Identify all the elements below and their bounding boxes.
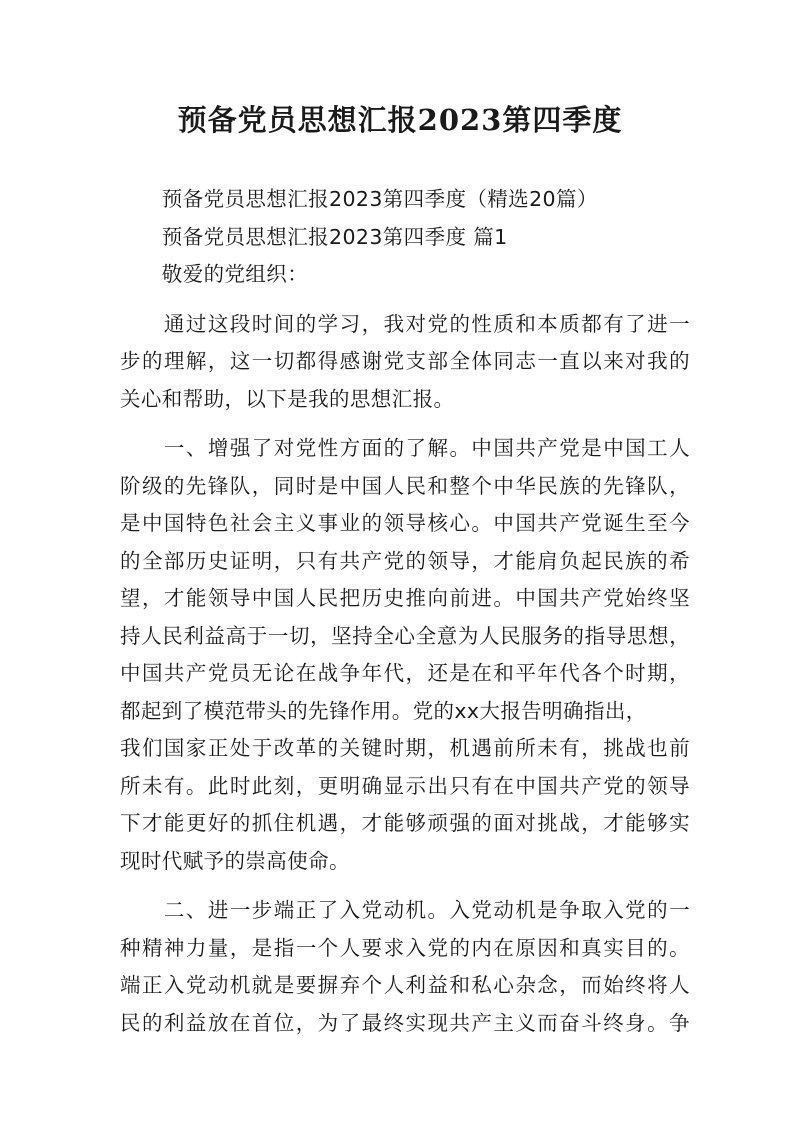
body-line: 关心和帮助，以下是我的思想汇报。 bbox=[120, 386, 455, 411]
body-line: 望，才能领导中国人民把历史推向前进。中国共产党始终坚 bbox=[120, 586, 690, 610]
document-body bbox=[120, 181, 690, 1042]
body-line: 预备党员思想汇报2023第四季度（精选20篇） bbox=[120, 187, 598, 211]
body-line: 敬爱的党组织： bbox=[120, 262, 309, 286]
body-line: 通过这段时间的学习，我对党的性质和本质都有了进一 bbox=[120, 311, 690, 336]
body-line: 是中国特色社会主义事业的领导核心。中国共产党诞生至今 bbox=[120, 511, 690, 535]
body-line: 种精神力量，是指一个人要求入党的内在原因和真实目的。 bbox=[120, 935, 690, 960]
body-line: 持人民利益高于一切，坚持全心全意为人民服务的指导思想， bbox=[120, 623, 690, 648]
body-line: 都起到了模范带头的先锋作用。党的xx大报告明确指出， bbox=[120, 698, 647, 723]
body-line: 阶级的先锋队，同时是中国人民和整个中华民族的先锋队， bbox=[120, 473, 690, 498]
body-line: 预备党员思想汇报2023第四季度 篇1 bbox=[120, 224, 508, 249]
body-line: 下才能更好的抓住机遇，才能够顽强的面对挑战，才能够实 bbox=[120, 811, 690, 835]
paragraph-gap bbox=[120, 418, 690, 430]
body-line: 二、进一步端正了入党动机。入党动机是争取入党的一 bbox=[120, 898, 690, 922]
body-line: 端正入党动机就是要摒弃个人利益和私心杂念，而始终将人 bbox=[120, 973, 690, 997]
body-line: 中国共产党员无论在战争年代，还是在和平年代各个时期， bbox=[120, 661, 690, 685]
body-line: 所未有。此时此刻，更明确显示出只有在中国共产党的领导 bbox=[120, 773, 690, 798]
body-line: 步的理解，这一切都得感谢党支部全体同志一直以来对我的 bbox=[120, 349, 690, 373]
body-line: 的全部历史证明，只有共产党的领导，才能肩负起民族的希 bbox=[120, 548, 690, 573]
body-line: 民的利益放在首位，为了最终实现共产主义而奋斗终身。争 bbox=[120, 1010, 690, 1035]
document-title: 预备党员思想汇报2023第四季度 bbox=[177, 103, 623, 137]
paragraph-gap bbox=[120, 294, 690, 306]
body-line: 我们国家正处于改革的关键时期，机遇前所未有，挑战也前 bbox=[120, 736, 690, 760]
paragraph-gap bbox=[120, 880, 690, 892]
body-line: 一、增强了对党性方面的了解。中国共产党是中国工人 bbox=[120, 436, 690, 460]
body-line: 现时代赋予的崇高使命。 bbox=[120, 848, 350, 873]
